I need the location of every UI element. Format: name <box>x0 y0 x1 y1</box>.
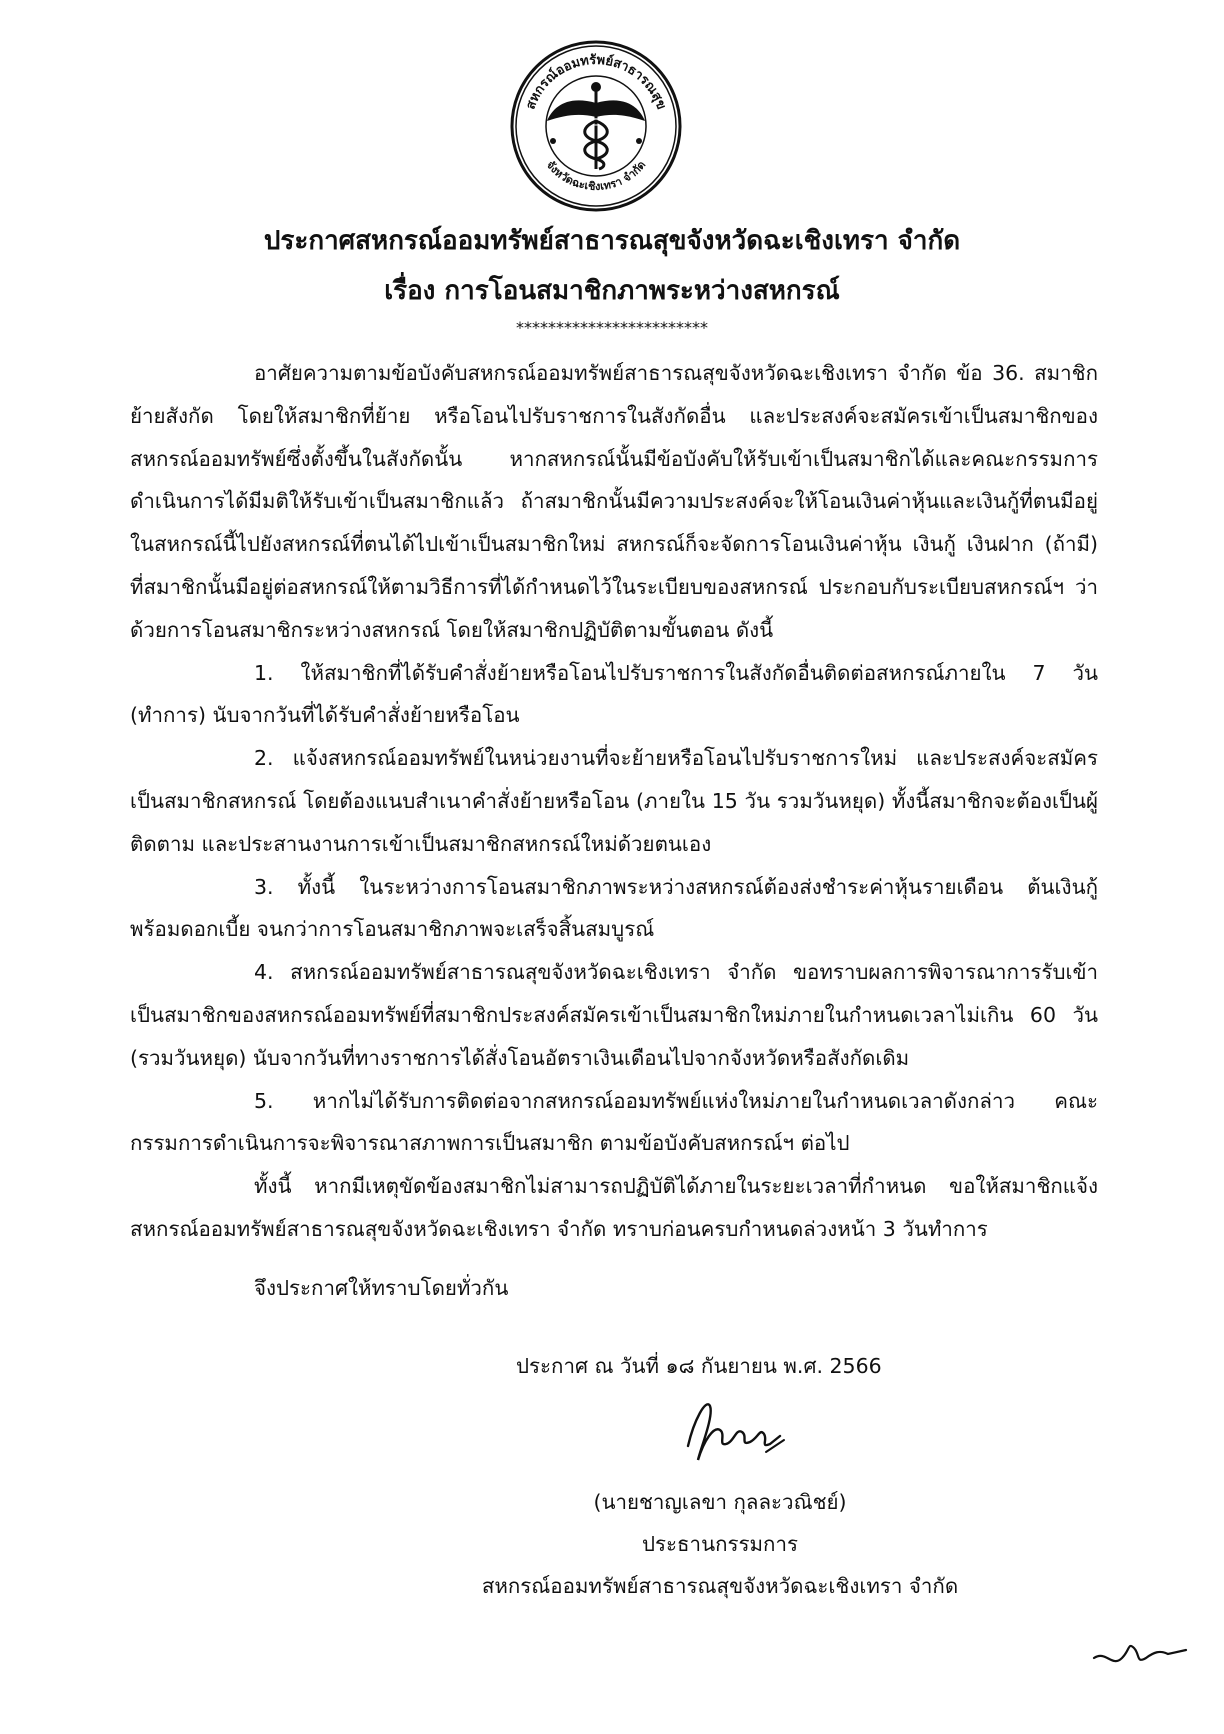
signer-organization: สหกรณ์ออมทรัพย์สาธารณสุขจังหวัดฉะเชิงเทรา จำกัด <box>481 1574 959 1598</box>
signer-position: ประธานกรรมการ <box>642 1532 798 1556</box>
signer-name: (นายชาญเลขา กุลละวณิชย์) <box>593 1490 847 1514</box>
seal-top-text: สหกรณ์ออมทรัพย์สาธารณสุข <box>523 52 669 112</box>
note-paragraph: ทั้งนี้ หากมีเหตุขัดข้องสมาชิกไม่สามารถปฏิบัติได้ภายในระยะเวลาที่กำหนด ขอให้สมาชิกแจ้งสหกรณ์ออมทรัพย์สาธารณสุขจังหวัดฉะเชิงเทรา จำกัด ทราบก่อนครบกำหนดล่วงหน้า 3 วันทำการ <box>130 1174 1098 1241</box>
intro-paragraph: อาศัยความตามข้อบังคับสหกรณ์ออมทรัพย์สาธารณสุขจังหวัดฉะเชิงเทรา จำกัด ข้อ 36. สมาชิกย้ายสังกัด โดยให้สมาชิกที่ย้าย หรือโอนไปรับราชการในสังกัดอื่น และประสงค์จะสมัครเข้าเป็นสมาชิกของสหกรณ์ออมทรัพย์ซึ่งตั้งขึ้นในสังกัดนั้น หากสหกรณ์นั้นมีข้อบังคับให้รับเข้าเป็นสมาชิกได้และคณะกรรมการดำเนินการได้มีมติให้รับเข้าเป็นสมาชิกแล้ว ถ้าสมาชิกนั้นมีความประสงค์จะให้โอนเงินค่าหุ้นและเงินกู้ที่ตนมีอยู่ในสหกรณ์นี้ไปยังสหกรณ์ที่ตนได้ไปเข้าเป็นสมาชิกใหม่ สหกรณ์ก็จะจัดการโอนเงินค่าหุ้น เงินกู้ เงินฝาก (ถ้ามี) ที่สมาชิกนั้นมีอยู่ต่อสหกรณ์ให้ตามวิธีการที่ได้กำหนดไว้ในระเบียบของสหกรณ์ ประกอบกับระเบียบสหกรณ์ฯ ว่าด้วยการโอนสมาชิกระหว่างสหกรณ์ โดยให้สมาชิกปฏิบัติตามขั้นตอน ดังนี้ <box>130 361 1098 642</box>
step-item-5: 5. หากไม่ได้รับการติดต่อจากสหกรณ์ออมทรัพย์แห่งใหม่ภายในกำหนดเวลาดังกล่าว คณะกรรมการดำเนินการจะพิจารณาสภาพการเป็นสมาชิก ตามข้อบังคับสหกรณ์ฯ ต่อไป <box>130 1088 1098 1156</box>
initial-mark-icon <box>1090 1628 1190 1678</box>
announcement-body <box>130 352 1098 1310</box>
step-item-1: 1. ให้สมาชิกที่ได้รับคำสั่งย้ายหรือโอนไปรับราชการในสังกัดอื่นติดต่อสหกรณ์ภายใน 7 วัน (ทำการ) นับจากวันที่ได้รับคำสั่งย้ายหรือโอน <box>130 660 1098 728</box>
step-item-3: 3. ทั้งนี้ ในระหว่างการโอนสมาชิกภาพระหว่างสหกรณ์ต้องส่งชำระค่าหุ้นรายเดือน ต้นเงินกู้ พร้อมดอกเบี้ย จนกว่าการโอนสมาชิกภาพจะเสร็จสิ้นสมบูรณ์ <box>130 874 1098 942</box>
cooperative-seal-logo <box>507 37 685 215</box>
announcement-date: ประกาศ ณ วันที่ ๑๘ กันยายน พ.ศ. 2566 <box>516 1354 882 1378</box>
separator-line: ************************ <box>516 318 708 337</box>
caduceus-seal-icon <box>507 37 685 215</box>
step-item-2: 2. แจ้งสหกรณ์ออมทรัพย์ในหน่วยงานที่จะย้ายหรือโอนไปรับราชการใหม่ และประสงค์จะสมัครเป็นสมาชิกสหกรณ์ โดยต้องแนบสำเนาคำสั่งย้ายหรือโอน (ภายใน 15 วัน รวมวันหยุด) ทั้งนี้สมาชิกจะต้องเป็นผู้ติดตาม และประสานงานการเข้าเป็นสมาชิกสหกรณ์ใหม่ด้วยตนเอง <box>130 746 1098 856</box>
seal-bottom-text: จังหวัดฉะเชิงเทรา จำกัด <box>543 158 649 194</box>
closing-paragraph: จึงประกาศให้ทราบโดยทั่วกัน <box>254 1275 509 1300</box>
announcement-title: ประกาศสหกรณ์ออมทรัพย์สาธารณสุขจังหวัดฉะเชิงเทรา จำกัด <box>263 226 961 256</box>
signature-icon <box>680 1390 790 1470</box>
announcement-subject: เรื่อง การโอนสมาชิกภาพระหว่างสหกรณ์ <box>384 276 840 306</box>
step-item-4: 4. สหกรณ์ออมทรัพย์สาธารณสุขจังหวัดฉะเชิงเทรา จำกัด ขอทราบผลการพิจารณาการรับเข้าเป็นสมาชิกของสหกรณ์ออมทรัพย์ที่สมาชิกประสงค์สมัครเข้าเป็นสมาชิกใหม่ภายในกำหนดเวลาไม่เกิน 60 วัน (รวมวันหยุด) นับจากวันที่ทางราชการได้สั่งโอนอัตราเงินเดือนไปจากจังหวัดหรือสังกัดเดิม <box>130 960 1098 1070</box>
